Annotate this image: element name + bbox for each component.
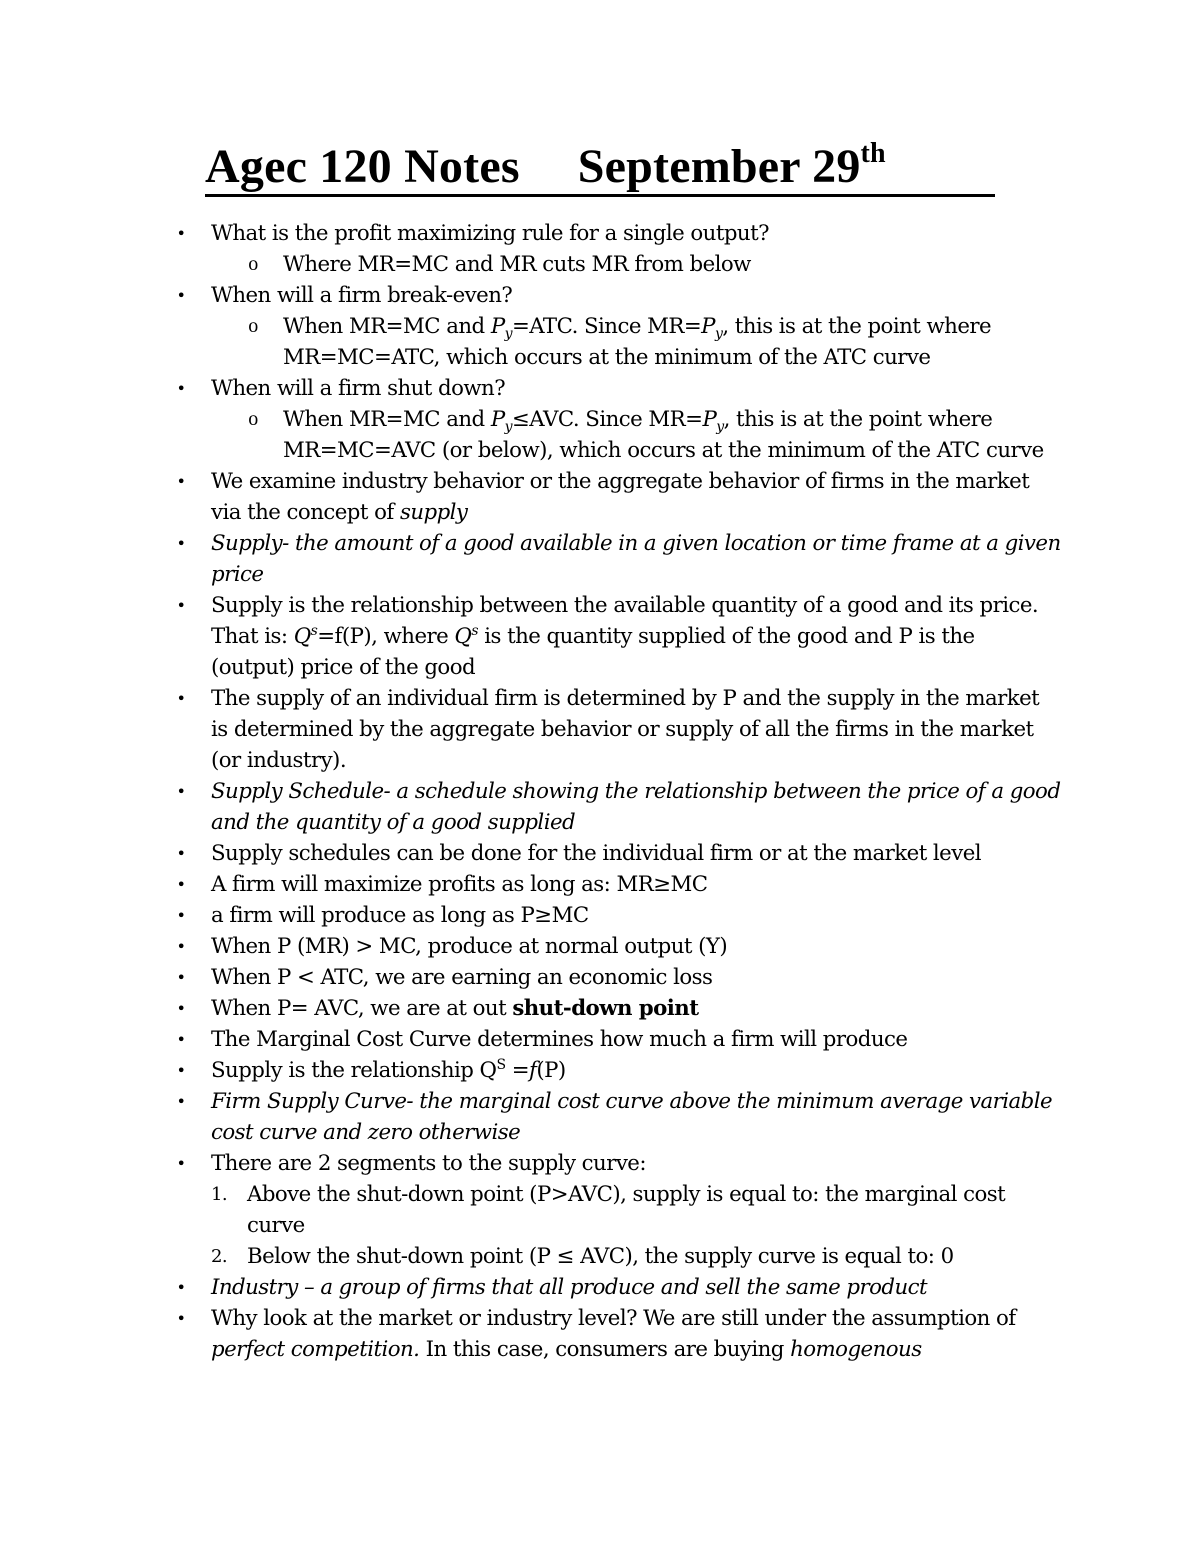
note-text: The Marginal Cost Curve determines how much a firm will produce	[211, 1027, 908, 1052]
bullet-icon: •	[176, 1309, 186, 1328]
item-number: 1.	[210, 1184, 228, 1205]
note-text: When P= AVC, we are at out	[211, 996, 513, 1021]
note-text: Supply schedules can be done for the individual firm or at the market level	[211, 841, 982, 866]
sub-bullet-icon: o	[248, 315, 258, 337]
numbered-item	[0, 1241, 1062, 1272]
list-item	[0, 838, 1061, 869]
math-subscript: y	[504, 419, 512, 435]
title-date: September 29	[577, 140, 861, 193]
note-text: When MR=MC and	[283, 407, 491, 432]
list-item	[0, 311, 1063, 373]
bullet-icon: •	[176, 286, 186, 305]
math-superscript: S	[496, 1057, 506, 1073]
list-item	[0, 373, 1061, 404]
notes-list	[0, 218, 1200, 1365]
list-item	[0, 218, 1061, 249]
list-item	[0, 1303, 1061, 1365]
note-emphasis: perfect competition.	[211, 1337, 420, 1362]
bullet-icon: •	[176, 937, 186, 956]
bullet-icon: •	[176, 1154, 186, 1173]
list-item	[0, 931, 1061, 962]
math-subscript: y	[714, 326, 723, 342]
definition-text: Firm Supply Curve- the marginal cost curve above the minimum average variable cost curve and zero otherwise	[211, 1089, 1053, 1145]
list-item	[0, 590, 1061, 683]
math-subscript: y	[504, 326, 512, 342]
math-function: f	[529, 1058, 537, 1083]
note-text: Supply is the relationship between the available quantity of a good and its price. That is:	[211, 593, 1039, 649]
list-item	[0, 280, 1061, 311]
bullet-icon: •	[176, 906, 186, 925]
list-item	[0, 1148, 1061, 1179]
bullet-icon: •	[176, 1278, 186, 1297]
note-text: , this is at the point where MR=MC=AVC (or below), which occurs at the minimum of the ATC curve	[283, 407, 1044, 463]
note-text: In this case, consumers are buying	[419, 1337, 791, 1362]
note-text: What is the profit maximizing rule for a single output?	[211, 221, 769, 246]
note-text: When will a firm break-even?	[211, 283, 513, 308]
note-text: Where MR=MC and MR cuts MR from below	[283, 252, 751, 277]
item-number: 2.	[210, 1246, 228, 1267]
bullet-icon: •	[176, 875, 186, 894]
note-text: =ATC. Since MR=	[511, 314, 702, 339]
note-text: There are 2 segments to the supply curve:	[211, 1151, 646, 1176]
note-text: , this is at the point where MR=MC=ATC, which occurs at the minimum of the ATC curve	[283, 314, 992, 370]
title-date-suffix: th	[860, 138, 886, 169]
note-text: The supply of an individual firm is determined by P and the supply in the market is determined by the aggregate behavior or supply of all the firms in the market (or industry).	[211, 686, 1040, 773]
bullet-icon: •	[176, 1061, 186, 1080]
note-text: We examine industry behavior or the aggregate behavior of firms in the market via the concept of	[211, 469, 1030, 525]
note-emphasis: homogenous	[790, 1337, 922, 1362]
list-item	[0, 993, 1061, 1024]
note-emphasis: supply	[399, 500, 468, 525]
list-item	[0, 528, 1061, 590]
bullet-icon: •	[176, 968, 186, 987]
note-text: Why look at the market or industry level? We are still under the assumption of	[211, 1306, 1016, 1331]
math-variable: P	[701, 314, 715, 339]
math-variable: P	[490, 314, 505, 339]
bullet-icon: •	[176, 689, 186, 708]
note-text: ≤AVC. Since MR=	[511, 407, 703, 432]
list-item	[0, 962, 1061, 993]
note-text: =	[505, 1058, 530, 1083]
math-variable: P	[702, 407, 717, 432]
definition-text: Industry – a group of firms that all produce and sell the same product	[211, 1275, 928, 1300]
sub-bullet-icon: o	[248, 408, 258, 430]
bullet-icon: •	[176, 379, 186, 398]
note-text: A firm will maximize profits as long as: MR≥MC	[211, 872, 708, 897]
note-text: (P)	[536, 1058, 566, 1083]
list-item	[0, 869, 1061, 900]
math-superscript: s	[310, 623, 318, 639]
note-text: is the quantity supplied of the good and P is the (output) price of the good	[211, 624, 975, 680]
bullet-icon: •	[176, 1092, 186, 1111]
list-item	[0, 404, 1063, 466]
bullet-icon: •	[176, 844, 186, 863]
note-text: When P < ATC, we are earning an economic loss	[211, 965, 713, 990]
bullet-icon: •	[176, 596, 186, 615]
math-variable: P	[490, 407, 505, 432]
math-variable: Q	[454, 624, 472, 649]
bullet-icon: •	[176, 472, 186, 491]
bullet-icon: •	[176, 782, 186, 801]
list-item	[0, 1272, 1061, 1303]
math-subscript: y	[716, 419, 724, 435]
list-item	[0, 776, 1061, 838]
note-text: Below the shut-down point (P ≤ AVC), the supply curve is equal to: 0	[247, 1244, 954, 1269]
numbered-item	[0, 1179, 1062, 1241]
sub-bullet-icon: o	[248, 253, 258, 275]
bullet-icon: •	[176, 999, 186, 1018]
math-variable: Q	[293, 624, 311, 649]
list-item	[0, 683, 1061, 776]
list-item	[0, 1055, 1061, 1086]
note-text: Above the shut-down point (P>AVC), supply is equal to: the marginal cost curve	[247, 1182, 1006, 1238]
list-item	[0, 1024, 1061, 1055]
list-item	[0, 466, 1061, 528]
bullet-icon: •	[176, 224, 186, 243]
note-text: =f(P), where	[317, 624, 455, 649]
note-text: a firm will produce as long as P≥MC	[211, 903, 589, 928]
note-text: Supply is the relationship Q	[211, 1058, 497, 1083]
note-text: When MR=MC and	[283, 314, 491, 339]
list-item	[0, 249, 1063, 280]
bullet-icon: •	[176, 534, 186, 553]
math-superscript: s	[471, 623, 478, 639]
page-title	[205, 140, 995, 197]
definition-text: Supply- the amount of a good available in a given location or time frame at a given price	[211, 531, 1061, 587]
note-text: When will a firm shut down?	[211, 376, 506, 401]
definition-text: Supply Schedule- a schedule showing the relationship between the price of a good and the quantity of a good supplied	[211, 779, 1061, 835]
note-text: When P (MR) > MC, produce at normal output (Y)	[211, 934, 728, 959]
bullet-icon: •	[176, 1030, 186, 1049]
list-item	[0, 900, 1061, 931]
note-bold: shut-down point	[512, 996, 699, 1021]
title-course: Agec 120 Notes	[205, 140, 520, 193]
list-item	[0, 1086, 1061, 1148]
